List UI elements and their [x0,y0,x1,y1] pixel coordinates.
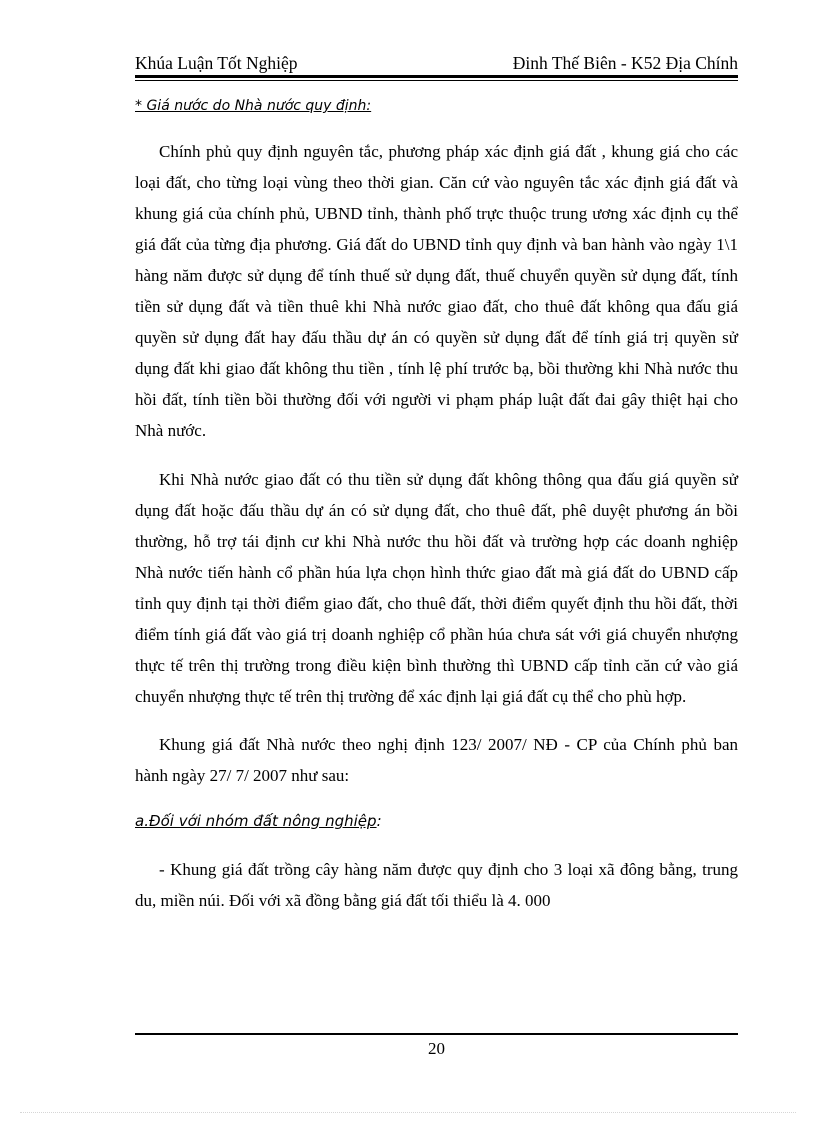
page-header [135,48,738,74]
footer-rule [135,1033,738,1035]
header-rule [135,75,738,81]
subheading-underlined: a.Đối với nhóm đất nông nghiệp [135,812,377,830]
header-left-title: Khúa Luận Tốt Nghiệp [135,53,298,73]
section-heading: * Giá nước do Nhà nước quy định: [135,98,372,114]
page-edge-dots [20,1112,796,1113]
paragraph-2: Khi Nhà nước giao đất có thu tiền sử dụng đất không thông qua đấu giá quyền sử dụng đất hoặc đấu thầu dự án có sử dụng đất, cho thuê đất, phê duyệt phương án bồi thường, hỗ trợ tái định cư khi Nhà nước thu hồi đất và trường hợp các doanh nghiệp Nhà nước tiến hành cổ phần húa lựa chọn hình thức giao đất mà giá đất do UBND cấp tỉnh quy định tại thời điểm giao đất, cho thuê đất, thời điểm quyết định thu hồi đất, thời điểm tính giá đất vào giá trị doanh nghiệp cổ phần húa chưa sát với giá chuyển nhượng thực tế trên thị trường trong điều kiện bình thường thì UBND cấp tỉnh căn cứ vào giá chuyển nhượng thực tế trên thị trường để xác định lại giá đất cụ thể cho phù hợp. [135,470,738,706]
subheading: a.Đối với nhóm đất nông nghiệp: [135,812,382,830]
page-body [135,90,738,916]
paragraph-4: - Khung giá đất trồng cây hàng năm được quy định cho 3 loại xã đông bằng, trung du, miền núi. Đối với xã đồng bằng giá đất tối thiểu là 4. 000 [135,860,738,910]
paragraph-1: Chính phủ quy định nguyên tắc, phương pháp xác định giá đất , khung giá cho các loại đất, cho từng loại vùng theo thời gian. Căn cứ vào nguyên tắc xác định giá đất và khung giá của chính phủ, UBND tỉnh, thành phố trực thuộc trung ương xác định cụ thể giá đất của từng địa phương. Giá đất do UBND tỉnh quy định và ban hành vào ngày 1\1 hàng năm được sử dụng để tính thuế sử dụng đất, thuế chuyển quyền sử dụng đất, tính tiền sử dụng đất và tiền thuê khi Nhà nước giao đất, cho thuê đất không qua đấu giá quyền sử dụng đất hay đấu thầu dự án có quyền sử dụng đất để tính giá trị quyền sử dụng đất khi giao đất không thu tiền , tính lệ phí trước bạ, bồi thường khi Nhà nước thu hồi đất, tính tiền bồi thường đối với người vi phạm pháp luật đất đai gây thiệt hại cho Nhà nước. [135,142,738,440]
header-right-author: Đinh Thế Biên - K52 Địa Chính [512,53,738,73]
page-number: 20 [428,1039,445,1058]
paragraph-3: Khung giá đất Nhà nước theo nghị định 123/ 2007/ NĐ - CP của Chính phủ ban hành ngày 27/ 7/ 2007 như sau: [135,735,738,785]
